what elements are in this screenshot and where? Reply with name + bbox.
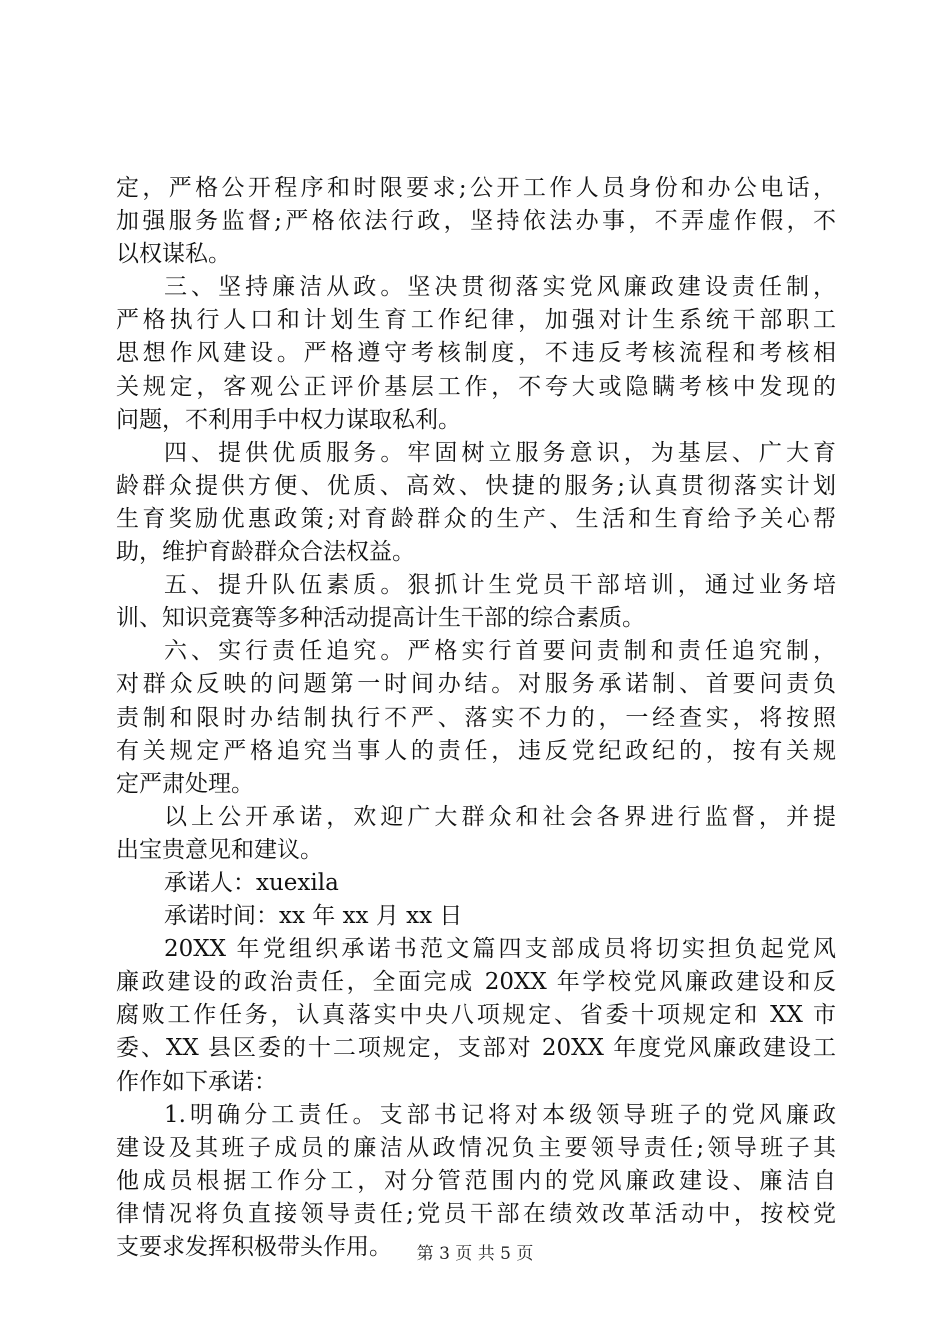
text-line: 训、知识竞赛等多种活动提高计生干部的综合素质。: [116, 605, 645, 632]
text-line: 对群众反映的问题第一时间办结。对服务承诺制、首要问责负: [116, 671, 836, 698]
text-line: 委、XX 县区委的十二项规定，支部对 20XX 年度党风廉政建设工: [116, 1035, 836, 1062]
text-line: 20XX 年党组织承诺书范文篇四支部成员将切实担负起党风: [164, 936, 836, 963]
text-line: 严格执行人口和计划生育工作纪律，加强对计生系统干部职工: [116, 307, 836, 334]
text-line: 责制和限时办结制执行不严、落实不力的，一经查实，将按照: [116, 704, 836, 731]
page-footer: 第 3 页 共 5 页: [416, 1244, 534, 1264]
text-line: 四、提供优质服务。牢固树立服务意识，为基层、广大育: [164, 439, 836, 466]
text-line: 支要求发挥积极带头作用。: [116, 1234, 392, 1260]
text-line: 1.明确分工责任。支部书记将对本级领导班子的党风廉政: [164, 1101, 836, 1128]
text-line: 作作如下承诺：: [116, 1068, 277, 1095]
text-line: 生育奖励优惠政策;对育龄群众的生产、生活和生育给予关心帮: [116, 505, 836, 532]
text-line: 出宝贵意见和建议。: [116, 836, 323, 863]
text-line: 五、提升队伍素质。狠抓计生党员干部培训，通过业务培: [164, 572, 836, 599]
text-line: 腐败工作任务，认真落实中央八项规定、省委十项规定和 XX 市: [116, 1002, 836, 1029]
text-line: 六、实行责任追究。严格实行首要问责制和责任追究制，: [164, 638, 836, 665]
text-line: 承诺人：xuexila: [164, 869, 339, 896]
text-line: 他成员根据工作分工，对分管范围内的党风廉政建设、廉洁自: [116, 1167, 836, 1194]
text-line: 建设及其班子成员的廉洁从政情况负主要领导责任;领导班子其: [116, 1134, 836, 1161]
text-line: 承诺时间：xx 年 xx 月 xx 日: [164, 903, 463, 930]
text-line: 思想作风建设。严格遵守考核制度，不违反考核流程和考核相: [116, 340, 836, 367]
text-line: 加强服务监督;严格依法行政，坚持依法办事，不弄虚作假，不: [116, 208, 836, 235]
text-line: 三、坚持廉洁从政。坚决贯彻落实党风廉政建设责任制，: [164, 274, 836, 301]
text-line: 问题，不利用手中权力谋取私利。: [116, 406, 461, 433]
text-line: 助，维护育龄群众合法权益。: [116, 539, 415, 566]
text-line: 廉政建设的政治责任，全面完成 20XX 年学校党风廉政建设和反: [116, 969, 836, 996]
text-line: 以上公开承诺，欢迎广大群众和社会各界进行监督，并提: [164, 803, 836, 830]
text-line: 定严肃处理。: [116, 770, 254, 797]
text-line: 以权谋私。: [116, 241, 231, 268]
text-line: 关规定，客观公正评价基层工作，不夸大或隐瞒考核中发现的: [116, 373, 836, 400]
text-line: 龄群众提供方便、优质、高效、快捷的服务;认真贯彻落实计划: [116, 472, 836, 499]
text-line: 定，严格公开程序和时限要求;公开工作人员身份和办公电话，: [116, 175, 836, 201]
text-line: 有关规定严格追究当事人的责任，违反党纪政纪的，按有关规: [116, 737, 836, 764]
text-line: 律情况将负直接领导责任;党员干部在绩效改革活动中，按校党: [116, 1200, 836, 1227]
document-body: [116, 172, 836, 1264]
